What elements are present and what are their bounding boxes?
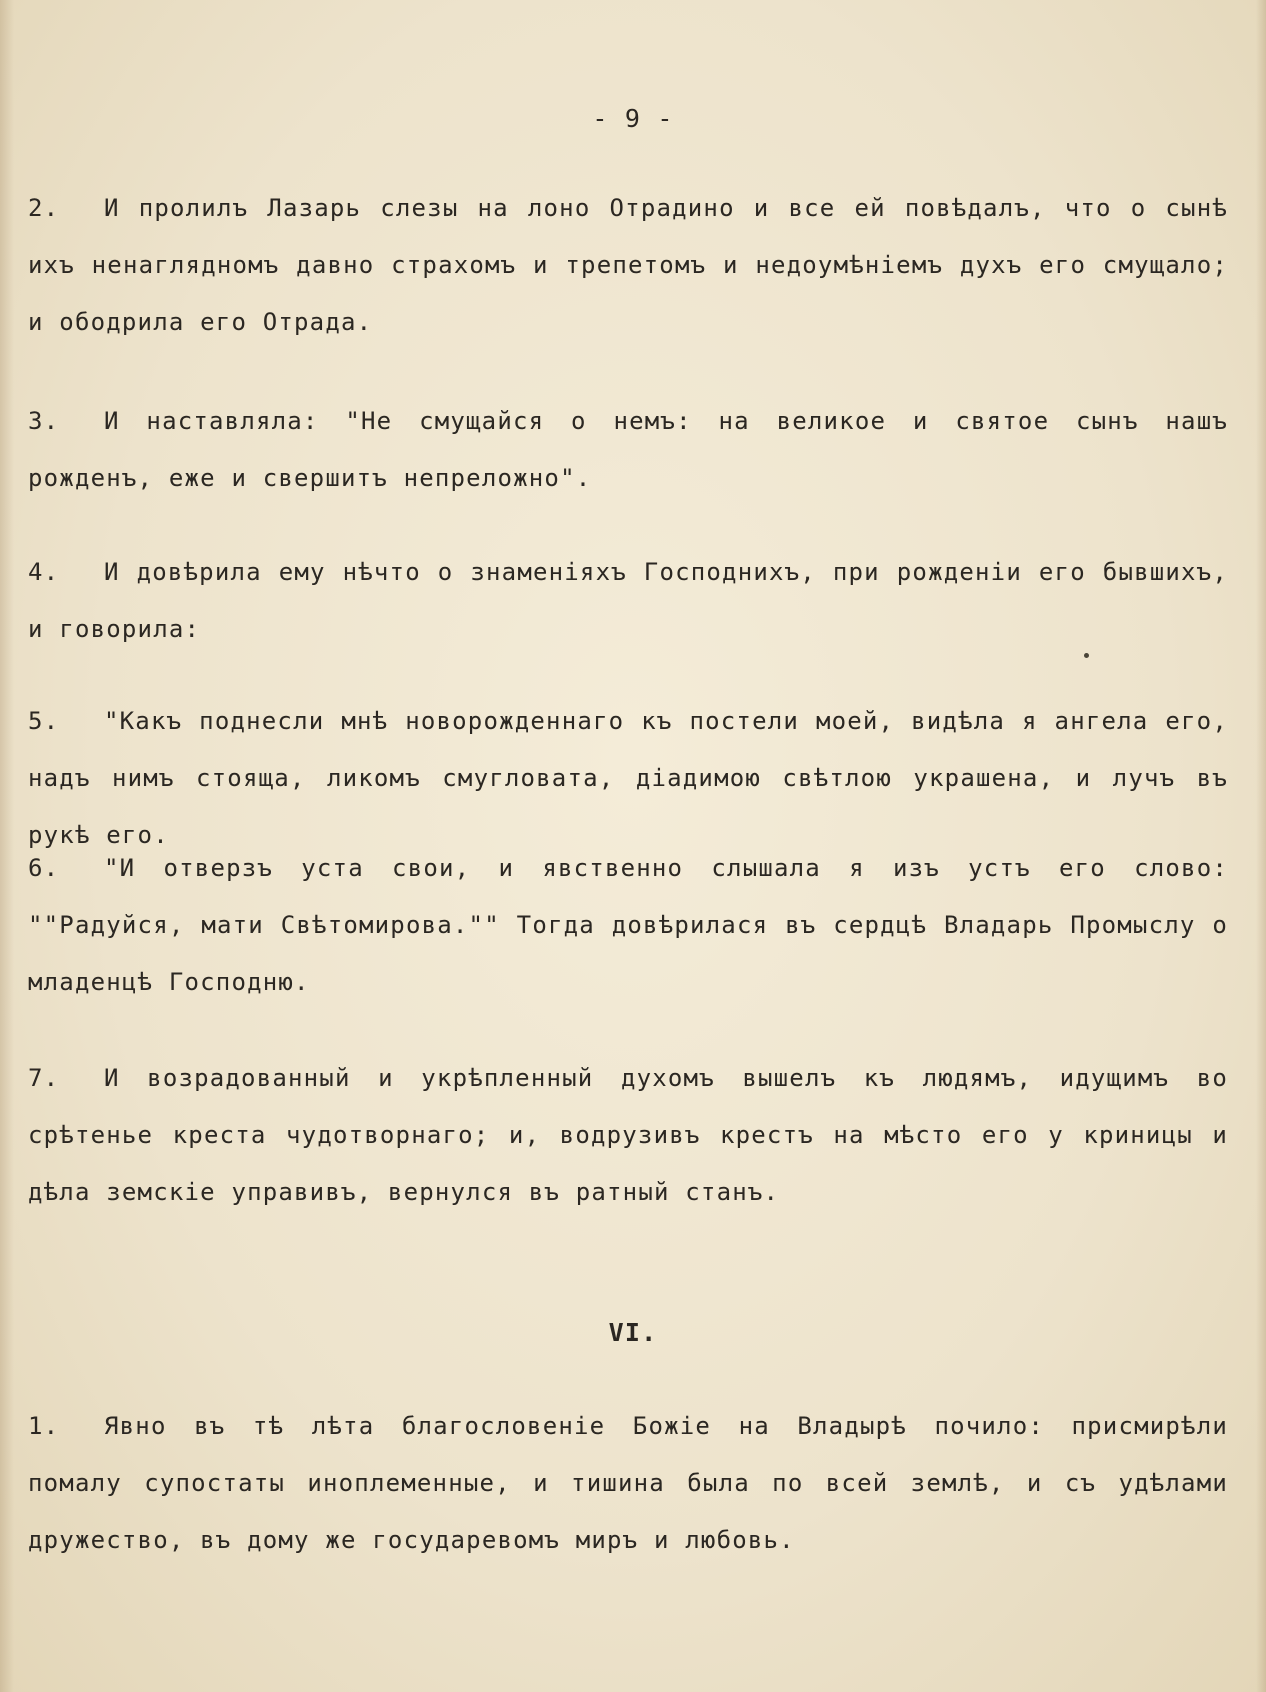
verse-number: 7.: [28, 1064, 60, 1092]
page-number: - 9 -: [592, 104, 674, 133]
verse-text: "Какъ поднесли мнѣ новорожденнаго къ постели моей, видѣла я ангела его, надъ нимъ стояща, ликомъ смугловата, діадимою свѣтлою украшена, и лучъ въ рукѣ его.: [28, 707, 1228, 849]
verse-text: И возрадованный и укрѣпленный духомъ вышелъ къ людямъ, идущимъ во срѣтенье креста чудотворнаго; и, водрузивъ крестъ на мѣсто его у криницы и дѣла земскіе управивъ, вернулся въ ратный станъ.: [28, 1064, 1228, 1206]
verse-text: И довѣрила ему нѣчто о знаменіяхъ Господнихъ, при рожденіи его бывшихъ, и говорила:: [28, 558, 1228, 643]
verse-text: Явно въ тѣ лѣта благословеніе Божіе на Владырѣ почило: присмирѣли помалу супостаты иноплеменные, и тишина была по всей землѣ, и съ удѣлами дружество, въ дому же государевомъ миръ и любовь.: [28, 1412, 1228, 1554]
verse-number: 4.: [28, 558, 60, 586]
verse-number: 3.: [28, 407, 60, 435]
verse-2: [28, 180, 1228, 351]
paper-edge-shadow: [0, 0, 14, 1692]
ink-speck: [1084, 653, 1089, 658]
section-heading: VI.: [608, 1318, 658, 1347]
verse-number: 2.: [28, 194, 60, 222]
verse-7: [28, 1050, 1228, 1221]
verse-text: И наставляла: "Не смущайся о немъ: на великое и святое сынъ нашъ рожденъ, еже и свершитъ непреложно".: [28, 407, 1228, 492]
verse-3: [28, 393, 1228, 507]
verse-5: [28, 693, 1228, 864]
section-verse-1: [28, 1398, 1228, 1569]
verse-text: "И отверзъ уста свои, и явственно слышала я изъ устъ его слово: ""Радуйся, мати Свѣтомирова."" Тогда довѣрилася въ сердцѣ Владарь Промыслу о младенцѣ Господню.: [28, 854, 1228, 996]
verse-6: [28, 840, 1228, 1011]
verse-number: 1.: [28, 1412, 60, 1440]
verse-4: [28, 544, 1228, 658]
verse-number: 5.: [28, 707, 60, 735]
verse-text: И пролилъ Лазарь слезы на лоно Отрадино и все ей повѣдалъ, что о сынѣ ихъ ненаглядномъ давно страхомъ и трепетомъ и недоумѣніемъ духъ его смущало; и ободрила его Отрада.: [28, 194, 1228, 336]
paper-edge-shadow: [1256, 0, 1266, 1692]
verse-number: 6.: [28, 854, 60, 882]
